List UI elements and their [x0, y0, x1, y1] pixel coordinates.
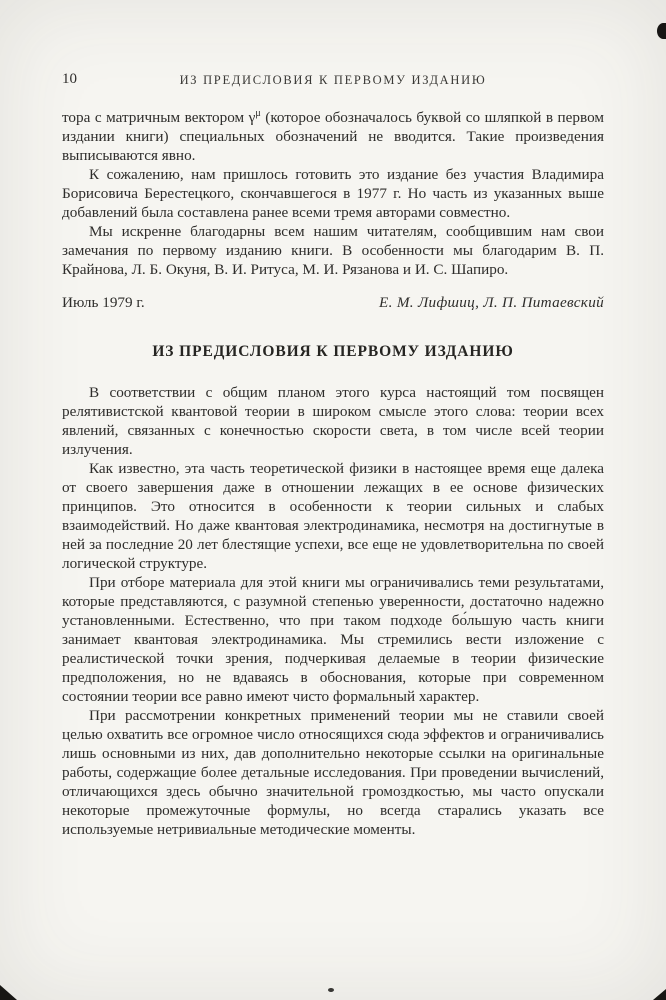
- scan-artifact-bottom-left: [0, 985, 17, 1000]
- paragraph: Как известно, эта часть теоретической физики в настоящее время еще далека от своего завершения даже в отношении лежащих в ее основе физических принципов. Это относится в особенности к теории сильных и слабых взаимодействий. Но даже квантовая электродинамика, несмотря на достигнутые в ней за последние 20 лет блестящие успехи, все еще не удовлетворительна по своей логической структуре.: [62, 460, 604, 572]
- paragraph-text: тора с матричным вектором γ: [62, 109, 256, 126]
- page-number: 10: [62, 71, 77, 87]
- signature-row: [62, 293, 604, 312]
- paragraph: При рассмотрении конкретных применений теории мы не ставили своей целью охватить все огромное число относящихся сюда эффектов и ограничивались лишь основными из них, дав дополнительно некоторые ссылки на оригинальные работы, содержащие более детальные исследования. При проведении вычислений, отличающихся здесь обычно значительной громоздкостью, мы часто опускали некоторые промежуточные формулы, но всегда старались указать все используемые нетривиальные методические моменты.: [62, 707, 604, 838]
- paragraph: Мы искренне благодарны всем нашим читателям, сообщившим нам свои замечания по первому изданию книги. В особенности мы благодарим В. П. Крайнова, Л. Б. Окуня, В. И. Ритуса, М. И. Рязанова и И. С. Шапиро.: [62, 223, 604, 278]
- scan-artifact-speck: [328, 988, 334, 992]
- paragraph-text: (которое обозначалось буквой со шляпкой в первом издании книги) специальных обозначений не вводится. Такие произведения выписываются явно.: [62, 109, 604, 164]
- running-header-title: ИЗ ПРЕДИСЛОВИЯ К ПЕРВОМУ ИЗДАНИЮ: [179, 73, 487, 87]
- paragraph-continuation: [62, 108, 604, 165]
- page-body: [62, 108, 604, 839]
- paragraph: При отборе материала для этой книги мы ограничивались теми результатами, которые представляются, с разумной степенью уверенности, достаточно надежно установленными. Естественно, что при таком подходе бо́льшую часть книги занимает квантовая электродинамика. Мы стремились вести изложение с реалистической точки зрения, подчеркивая делаемые в теории физические предположения, но не вдаваясь в обоснования, которые при современном состоянии теории все равно имеют чисто формальный характер.: [62, 574, 604, 705]
- authors-signature: Е. М. Лифшиц, Л. П. Питаевский: [379, 294, 604, 311]
- section-heading: ИЗ ПРЕДИСЛОВИЯ К ПЕРВОМУ ИЗДАНИЮ: [152, 343, 514, 360]
- preface-date: Июль 1979 г.: [62, 294, 145, 311]
- paragraph: В соответствии с общим планом этого курса настоящий том посвящен релятивистской квантовой теории в широком смысле этого слова: теории всех явлений, связанных с конечностью скорости света, в том числе всей теории излучения.: [62, 384, 604, 458]
- scan-artifact-top-right: [657, 23, 666, 39]
- scan-artifact-bottom-right: [653, 989, 666, 1000]
- page-header: [62, 71, 604, 91]
- paragraph: К сожалению, нам пришлось готовить это издание без участия Владимира Борисовича Берестецкого, скончавшегося в 1977 г. Но часть из указанных выше добавлений была составлена ранее всеми тремя авторами совместно.: [62, 166, 604, 221]
- superscript-mu: μ: [255, 107, 261, 119]
